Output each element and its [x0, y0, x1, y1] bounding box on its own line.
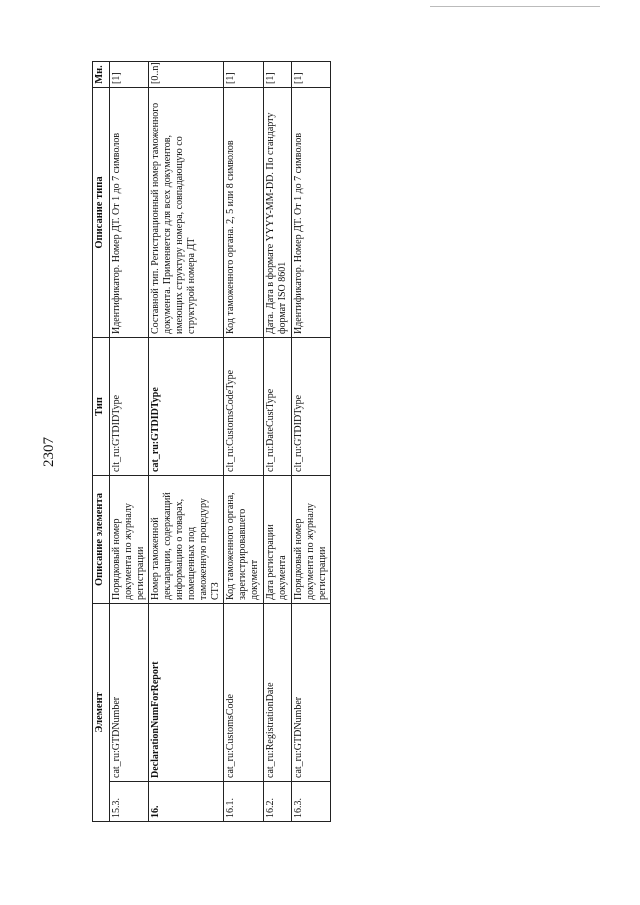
row-element-desc: Дата регистрации документа — [264, 476, 292, 604]
table-row — [110, 62, 149, 822]
table-row — [292, 62, 331, 822]
header-element-desc: Описание элемента — [93, 476, 110, 604]
row-type-desc: Дата. Дата в формате YYYY-MM-DD. По стандарту формат ISO 8601 — [264, 88, 292, 338]
row-mn: [0..n] — [149, 62, 224, 88]
row-number: 15.3. — [110, 782, 149, 822]
header-type: Тип — [93, 338, 110, 476]
row-mn: [1] — [110, 62, 149, 88]
top-scan-rule — [430, 6, 600, 7]
row-element: cat_ru:CustomsCode — [224, 604, 264, 782]
header-mn: Мн. — [93, 62, 110, 88]
header-type-desc: Описание типа — [93, 88, 110, 338]
row-type-desc: Код таможенного органа. 2, 5 или 8 символов — [224, 88, 264, 338]
table-row — [149, 62, 224, 822]
row-type-desc: Составной тип. Регистрационный номер таможенного документа. Применяется для всех документов, имеющих структуру номера, совпадающую со структурой номера ДТ — [149, 88, 224, 338]
table-row — [264, 62, 292, 822]
row-mn: [1] — [292, 62, 331, 88]
row-type: clt_ru:DateCustType — [264, 338, 292, 476]
row-element: cat_ru:RegistrationDate — [264, 604, 292, 782]
row-number: 16.3. — [292, 782, 331, 822]
element-table — [92, 61, 331, 822]
row-element: cat_ru:GTDNumber — [110, 604, 149, 782]
page-number: 2307 — [41, 437, 57, 467]
row-type: clt_ru:CustomsCodeType — [224, 338, 264, 476]
rotated-table-container — [92, 62, 328, 822]
row-mn: [1] — [224, 62, 264, 88]
row-type: clt_ru:GTDIDType — [292, 338, 331, 476]
table-row — [224, 62, 264, 822]
row-number: 16.1. — [224, 782, 264, 822]
row-element: cat_ru:GTDNumber — [292, 604, 331, 782]
row-number: 16.2. — [264, 782, 292, 822]
row-type-desc: Идентификатор. Номер ДТ. От 1 до 7 символов — [110, 88, 149, 338]
row-element-desc: Код таможенного органа, зарегистрировавшего документ — [224, 476, 264, 604]
row-type-desc: Идентификатор. Номер ДТ. От 1 до 7 символов — [292, 88, 331, 338]
row-element-desc: Номер таможенной декларации, содержащий информацию о товарах, помещенных под таможенную процедуру СТЗ — [149, 476, 224, 604]
row-type: cat_ru:GTDIDType — [149, 338, 224, 476]
row-element-desc: Порядковый номер документа по журналу регистрации — [292, 476, 331, 604]
table-header-row — [93, 62, 110, 822]
row-number: 16. — [149, 782, 224, 822]
row-element-desc: Порядковый номер документа по журналу регистрации — [110, 476, 149, 604]
row-type: clt_ru:GTDIDType — [110, 338, 149, 476]
row-mn: [1] — [264, 62, 292, 88]
row-element: DeclarationNumForReport — [149, 604, 224, 782]
header-element: Элемент — [93, 604, 110, 822]
